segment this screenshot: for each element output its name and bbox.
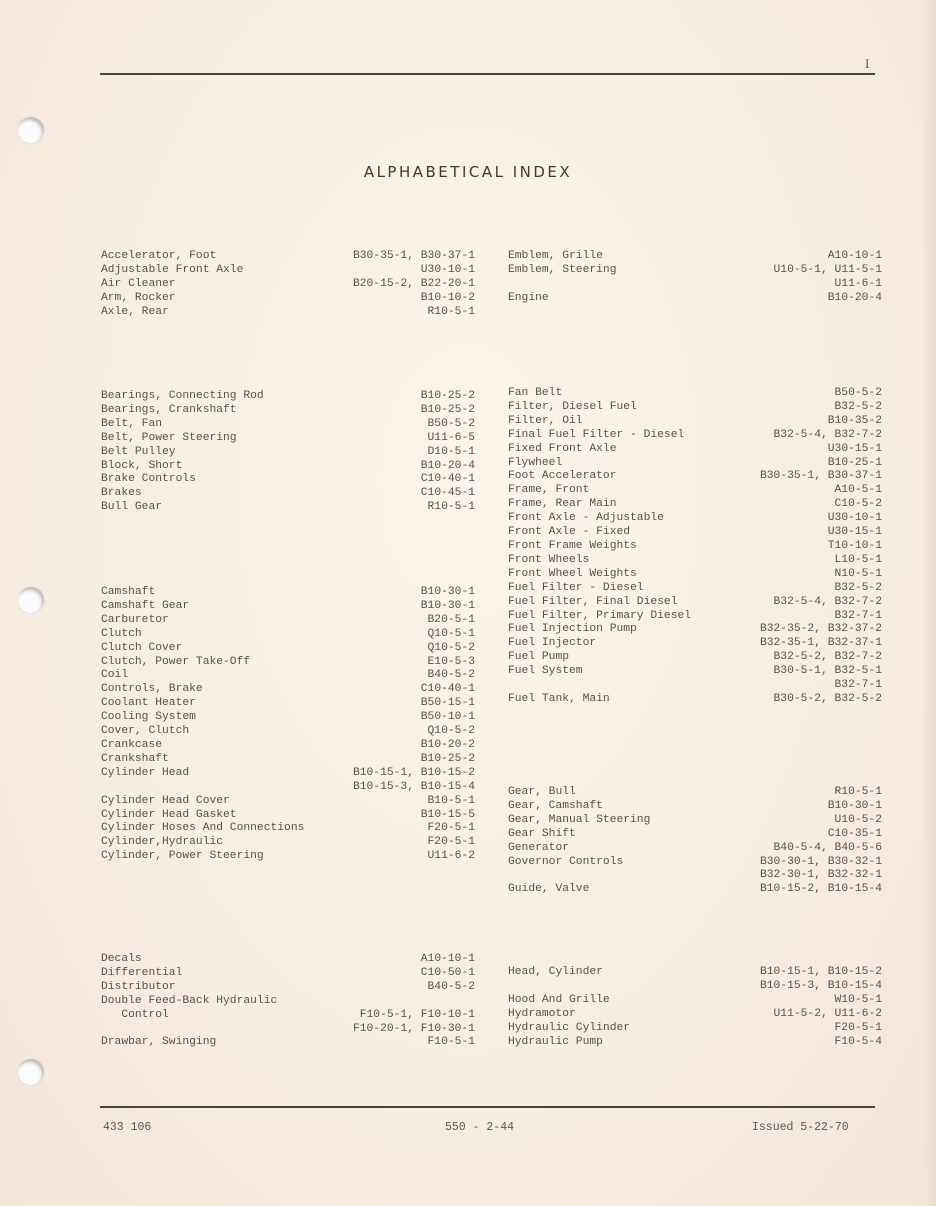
index-entry bbox=[101, 264, 475, 278]
index-page-ref: F10-5-1 bbox=[427, 1036, 475, 1049]
index-entry bbox=[508, 994, 882, 1008]
index-term: Crankcase bbox=[101, 738, 163, 751]
index-entry bbox=[508, 457, 882, 471]
index-entry bbox=[101, 1009, 475, 1023]
index-page-ref: B32-35-2, B32-37-2 bbox=[759, 623, 882, 636]
index-section-e bbox=[508, 250, 882, 306]
index-term: Hydraulic Pump bbox=[508, 1035, 603, 1048]
index-entry bbox=[101, 781, 475, 795]
index-term: Cylinder Head bbox=[101, 766, 190, 779]
index-entry bbox=[508, 250, 882, 264]
index-term: Belt, Power Steering bbox=[101, 431, 237, 444]
index-term: Head, Cylinder bbox=[508, 966, 603, 978]
index-term: Front Axle - Fixed bbox=[508, 526, 631, 539]
index-page-ref: B40-5-2 bbox=[427, 669, 475, 682]
index-term: Brakes bbox=[101, 487, 142, 500]
index-page-ref: D10-5-1 bbox=[427, 445, 475, 458]
index-term: Cooling System bbox=[101, 711, 196, 724]
index-term: Fuel Injection Pump bbox=[508, 623, 637, 636]
index-page-ref: B30-35-1, B30-37-1 bbox=[352, 250, 475, 262]
index-entry bbox=[508, 679, 882, 693]
index-page-ref: C10-40-1 bbox=[420, 683, 475, 696]
index-entry bbox=[101, 473, 475, 487]
index-entry bbox=[508, 292, 882, 306]
index-entry bbox=[101, 642, 475, 656]
index-term: Clutch Cover bbox=[101, 641, 183, 654]
index-entry bbox=[508, 1036, 882, 1050]
index-entry bbox=[101, 697, 475, 711]
page-title: ALPHABETICAL INDEX bbox=[363, 163, 573, 181]
index-section-a bbox=[101, 250, 475, 320]
index-term: Belt Pulley bbox=[101, 445, 176, 458]
index-term: Double Feed-Back Hydraulic bbox=[101, 994, 278, 1007]
index-page-ref: B32-5-2 bbox=[834, 581, 882, 594]
index-page-ref: B50-15-1 bbox=[420, 697, 475, 710]
footer-issue-date: Issued 5-22-70 bbox=[752, 1121, 849, 1134]
index-entry bbox=[508, 401, 882, 415]
index-entry bbox=[101, 501, 475, 515]
index-term: Cylinder Head Gasket bbox=[101, 808, 237, 821]
index-term: Cover, Clutch bbox=[101, 725, 190, 738]
index-page-ref: B10-5-1 bbox=[427, 794, 475, 807]
index-entry bbox=[508, 651, 882, 665]
index-entry bbox=[508, 856, 882, 870]
index-page-ref: B10-15-2, B10-15-4 bbox=[759, 883, 882, 896]
index-term: Belt, Fan bbox=[101, 417, 163, 430]
index-page-ref: B10-35-2 bbox=[827, 414, 882, 427]
index-entry bbox=[101, 446, 475, 460]
index-page-ref: U11-6-2 bbox=[427, 850, 475, 863]
index-entry bbox=[508, 429, 882, 443]
index-entry bbox=[508, 1022, 882, 1036]
index-term: Carburetor bbox=[101, 613, 169, 626]
index-term: Foot Accelerator bbox=[508, 470, 617, 483]
index-term: Filter, Oil bbox=[508, 414, 583, 427]
index-entry bbox=[101, 669, 475, 683]
index-term: Air Cleaner bbox=[101, 277, 176, 290]
footer-page-number: 550 - 2-44 bbox=[445, 1121, 515, 1134]
index-page-ref: R10-5-1 bbox=[834, 786, 882, 798]
index-page-ref: B32-7-1 bbox=[834, 609, 882, 622]
index-page-ref: B30-5-1, B32-5-1 bbox=[773, 665, 882, 678]
index-term: Bull Gear bbox=[101, 501, 163, 514]
index-term: Cylinder, Power Steering bbox=[101, 850, 264, 863]
index-page-ref: B10-15-5 bbox=[420, 808, 475, 821]
index-term: Fuel Filter, Primary Diesel bbox=[508, 609, 692, 622]
index-term: Gear Shift bbox=[508, 827, 576, 840]
index-section-d bbox=[101, 953, 475, 1050]
index-entry bbox=[101, 460, 475, 474]
index-entry bbox=[101, 850, 475, 864]
header-rule bbox=[100, 73, 875, 75]
index-term: Fuel Filter - Diesel bbox=[508, 581, 644, 594]
index-term: Gear, Camshaft bbox=[508, 799, 603, 812]
index-entry bbox=[101, 390, 475, 404]
index-entry bbox=[101, 656, 475, 670]
index-entry bbox=[101, 614, 475, 628]
index-section-c bbox=[101, 586, 475, 864]
index-term: Hydraulic Cylinder bbox=[508, 1021, 631, 1034]
index-page-ref: U30-10-1 bbox=[420, 263, 475, 276]
index-term: Guide, Valve bbox=[508, 883, 590, 896]
index-term: Coolant Heater bbox=[101, 697, 196, 710]
index-entry bbox=[101, 487, 475, 501]
index-term: Drawbar, Swinging bbox=[101, 1036, 217, 1049]
index-term: Axle, Rear bbox=[101, 305, 169, 318]
index-entry bbox=[101, 432, 475, 446]
punch-hole-icon bbox=[18, 587, 44, 613]
index-term: Fuel Tank, Main bbox=[508, 692, 610, 705]
index-page-ref: T10-10-1 bbox=[827, 539, 882, 552]
index-entry bbox=[508, 980, 882, 994]
index-term: Fan Belt bbox=[508, 387, 563, 399]
index-page-ref: Q10-5-2 bbox=[427, 725, 475, 738]
index-term: Arm, Rocker bbox=[101, 291, 176, 304]
index-page-ref: U11-6-5 bbox=[427, 431, 475, 444]
footer-rule bbox=[100, 1106, 875, 1108]
index-page-ref: B32-30-1, B32-32-1 bbox=[759, 869, 882, 882]
index-entry bbox=[101, 292, 475, 306]
index-term: Front Wheel Weights bbox=[508, 567, 637, 580]
index-entry bbox=[101, 753, 475, 767]
index-term: Gear, Bull bbox=[508, 786, 576, 798]
index-entry bbox=[508, 582, 882, 596]
index-entry bbox=[508, 966, 882, 980]
index-term: Hydramotor bbox=[508, 1007, 576, 1020]
index-page-ref: Q10-5-1 bbox=[427, 627, 475, 640]
index-page-ref: C10-40-1 bbox=[420, 473, 475, 486]
index-section-g bbox=[508, 786, 882, 897]
index-term: Governor Controls bbox=[508, 855, 624, 868]
index-page-ref: B32-7-1 bbox=[834, 679, 882, 692]
index-term: Front Wheels bbox=[508, 553, 590, 566]
index-page-ref: U30-15-1 bbox=[827, 526, 882, 539]
index-page-ref: C10-50-1 bbox=[420, 966, 475, 979]
index-entry bbox=[101, 725, 475, 739]
index-entry bbox=[508, 869, 882, 883]
index-page-ref: E10-5-3 bbox=[427, 655, 475, 668]
index-entry bbox=[101, 306, 475, 320]
index-entry bbox=[508, 278, 882, 292]
index-entry bbox=[508, 665, 882, 679]
index-entry bbox=[101, 404, 475, 418]
index-entry bbox=[508, 637, 882, 651]
index-entry bbox=[101, 250, 475, 264]
index-entry bbox=[101, 981, 475, 995]
index-entry bbox=[101, 278, 475, 292]
index-entry bbox=[101, 739, 475, 753]
index-page-ref: B10-25-2 bbox=[420, 403, 475, 416]
index-term: Camshaft bbox=[101, 586, 156, 598]
index-entry bbox=[508, 443, 882, 457]
index-page-ref: Q10-5-2 bbox=[427, 641, 475, 654]
index-entry bbox=[101, 711, 475, 725]
index-page-ref: A10-10-1 bbox=[420, 953, 475, 965]
index-entry bbox=[101, 822, 475, 836]
index-page-ref: U10-5-2 bbox=[834, 813, 882, 826]
index-entry bbox=[508, 470, 882, 484]
index-entry bbox=[101, 683, 475, 697]
index-page-ref: B10-20-4 bbox=[827, 291, 882, 304]
index-entry bbox=[508, 786, 882, 800]
index-page-ref: A10-5-1 bbox=[834, 484, 882, 497]
index-page-ref: B30-5-2, B32-5-2 bbox=[773, 692, 882, 705]
index-term: Fuel System bbox=[508, 665, 583, 678]
index-page-ref: B10-15-1, B10-15-2 bbox=[759, 966, 882, 978]
index-entry bbox=[508, 387, 882, 401]
index-term: Fixed Front Axle bbox=[508, 442, 617, 455]
index-term: Cylinder,Hydraulic bbox=[101, 836, 224, 849]
index-entry bbox=[508, 800, 882, 814]
index-term: Differential bbox=[101, 966, 183, 979]
index-term: Adjustable Front Axle bbox=[101, 263, 244, 276]
index-entry bbox=[101, 1036, 475, 1050]
index-page-ref: B10-25-1 bbox=[827, 456, 882, 469]
index-page-ref: B50-10-1 bbox=[420, 711, 475, 724]
index-page-ref: B20-5-1 bbox=[427, 613, 475, 626]
index-entry bbox=[101, 418, 475, 432]
index-term: Bearings, Crankshaft bbox=[101, 403, 237, 416]
index-entry bbox=[101, 767, 475, 781]
index-term: Brake Controls bbox=[101, 473, 196, 486]
index-page-ref: U11-6-1 bbox=[834, 277, 882, 290]
index-page-ref: A10-10-1 bbox=[827, 250, 882, 262]
index-entry bbox=[508, 814, 882, 828]
index-term: Crankshaft bbox=[101, 752, 169, 765]
index-term: Clutch bbox=[101, 627, 142, 640]
index-term: Cylinder Head Cover bbox=[101, 794, 230, 807]
page-section-letter: I bbox=[865, 56, 870, 71]
index-page-ref: B20-15-2, B22-20-1 bbox=[352, 277, 475, 290]
index-term: Emblem, Steering bbox=[508, 263, 617, 276]
index-term: Generator bbox=[508, 841, 570, 854]
index-term: Controls, Brake bbox=[101, 683, 203, 696]
index-page-ref: U11-5-2, U11-6-2 bbox=[773, 1007, 882, 1020]
index-term: Distributor bbox=[101, 980, 176, 993]
index-term: Engine bbox=[508, 291, 549, 304]
index-entry bbox=[508, 568, 882, 582]
index-page-ref: R10-5-1 bbox=[427, 501, 475, 514]
index-term: Frame, Rear Main bbox=[508, 498, 617, 511]
index-page-ref: B10-15-1, B10-15-2 bbox=[352, 766, 475, 779]
index-page-ref: B32-5-2, B32-7-2 bbox=[773, 651, 882, 664]
index-entry bbox=[508, 842, 882, 856]
index-page-ref: R10-5-1 bbox=[427, 305, 475, 318]
index-term: Filter, Diesel Fuel bbox=[508, 400, 637, 413]
index-term: Front Axle - Adjustable bbox=[508, 512, 664, 525]
index-page-ref: W10-5-1 bbox=[834, 993, 882, 1006]
index-page-ref: B10-30-1 bbox=[420, 599, 475, 612]
index-page-ref: F10-5-1, F10-10-1 bbox=[359, 1008, 475, 1021]
index-term: Cylinder Hoses And Connections bbox=[101, 822, 305, 835]
index-entry bbox=[101, 795, 475, 809]
index-entry bbox=[101, 967, 475, 981]
index-term: Final Fuel Filter - Diesel bbox=[508, 428, 685, 441]
index-page-ref: F10-20-1, F10-30-1 bbox=[352, 1022, 475, 1035]
index-page-ref: B10-15-3, B10-15-4 bbox=[352, 780, 475, 793]
index-entry bbox=[508, 828, 882, 842]
index-page-ref: B10-25-2 bbox=[420, 752, 475, 765]
index-page-ref: B50-5-2 bbox=[834, 387, 882, 399]
index-term: Fuel Filter, Final Diesel bbox=[508, 595, 678, 608]
index-entry bbox=[101, 809, 475, 823]
index-section-h bbox=[508, 966, 882, 1049]
index-term: Flywheel bbox=[508, 456, 563, 469]
index-entry bbox=[101, 995, 475, 1009]
index-term: Emblem, Grille bbox=[508, 250, 603, 262]
index-entry bbox=[508, 512, 882, 526]
index-entry bbox=[101, 953, 475, 967]
index-page-ref: B10-15-3, B10-15-4 bbox=[759, 979, 882, 992]
index-page-ref: B10-25-2 bbox=[420, 390, 475, 402]
index-term: Bearings, Connecting Rod bbox=[101, 390, 264, 402]
index-page-ref: B10-20-4 bbox=[420, 459, 475, 472]
index-section-f bbox=[508, 387, 882, 707]
index-entry bbox=[508, 596, 882, 610]
index-term: Gear, Manual Steering bbox=[508, 813, 651, 826]
index-page-ref: C10-45-1 bbox=[420, 487, 475, 500]
index-page-ref: U30-15-1 bbox=[827, 442, 882, 455]
index-term: Fuel Injector bbox=[508, 637, 597, 650]
index-page-ref: F20-5-1 bbox=[427, 822, 475, 835]
index-entry bbox=[508, 264, 882, 278]
footer-form-number: 433 106 bbox=[103, 1121, 152, 1134]
index-term: Block, Short bbox=[101, 459, 183, 472]
index-section-b bbox=[101, 390, 475, 515]
index-page-ref: N10-5-1 bbox=[834, 567, 882, 580]
index-term: Clutch, Power Take-Off bbox=[101, 655, 251, 668]
index-entry bbox=[101, 586, 475, 600]
index-page-ref: B10-20-2 bbox=[420, 738, 475, 751]
index-entry bbox=[508, 415, 882, 429]
index-entry bbox=[508, 554, 882, 568]
index-term: Front Frame Weights bbox=[508, 539, 637, 552]
index-term: Accelerator, Foot bbox=[101, 250, 217, 262]
index-entry bbox=[101, 600, 475, 614]
index-term: Decals bbox=[101, 953, 142, 965]
index-page-ref: F20-5-1 bbox=[427, 836, 475, 849]
punch-hole-icon bbox=[18, 117, 44, 143]
index-entry bbox=[508, 610, 882, 624]
index-page-ref: B30-35-1, B30-37-1 bbox=[759, 470, 882, 483]
index-page-ref: B30-30-1, B30-32-1 bbox=[759, 855, 882, 868]
index-page-ref: B10-10-2 bbox=[420, 291, 475, 304]
index-page-ref: B40-5-2 bbox=[427, 980, 475, 993]
index-page-ref: C10-5-2 bbox=[834, 498, 882, 511]
index-page-ref: U10-5-1, U11-5-1 bbox=[773, 263, 882, 276]
index-page-ref: C10-35-1 bbox=[827, 827, 882, 840]
index-page-ref: F10-5-4 bbox=[834, 1035, 882, 1048]
index-entry bbox=[508, 693, 882, 707]
index-entry bbox=[508, 883, 882, 897]
index-term: Hood And Grille bbox=[508, 993, 610, 1006]
index-page-ref: B32-5-4, B32-7-2 bbox=[773, 428, 882, 441]
index-page-ref: B40-5-4, B40-5-6 bbox=[773, 841, 882, 854]
index-term: Fuel Pump bbox=[508, 651, 570, 664]
index-page-ref: B32-5-2 bbox=[834, 400, 882, 413]
index-page-ref: B32-35-1, B32-37-1 bbox=[759, 637, 882, 650]
index-page-ref: B10-30-1 bbox=[420, 586, 475, 598]
index-term: Frame, Front bbox=[508, 484, 590, 497]
index-entry bbox=[508, 1008, 882, 1022]
index-entry bbox=[101, 1023, 475, 1037]
index-page-ref: B10-30-1 bbox=[827, 799, 882, 812]
punch-hole-icon bbox=[18, 1059, 44, 1085]
index-page-ref: F20-5-1 bbox=[834, 1021, 882, 1034]
index-page-ref: B32-5-4, B32-7-2 bbox=[773, 595, 882, 608]
index-entry bbox=[508, 526, 882, 540]
index-term: Coil bbox=[101, 669, 129, 682]
index-entry bbox=[508, 540, 882, 554]
index-page-ref: B50-5-2 bbox=[427, 417, 475, 430]
index-page-ref: L10-5-1 bbox=[834, 553, 882, 566]
index-page-ref: U30-10-1 bbox=[827, 512, 882, 525]
index-term: Control bbox=[101, 1008, 169, 1021]
index-entry bbox=[508, 498, 882, 512]
index-entry bbox=[101, 836, 475, 850]
index-entry bbox=[101, 628, 475, 642]
index-entry bbox=[508, 623, 882, 637]
index-term: Camshaft Gear bbox=[101, 599, 190, 612]
index-entry bbox=[508, 484, 882, 498]
